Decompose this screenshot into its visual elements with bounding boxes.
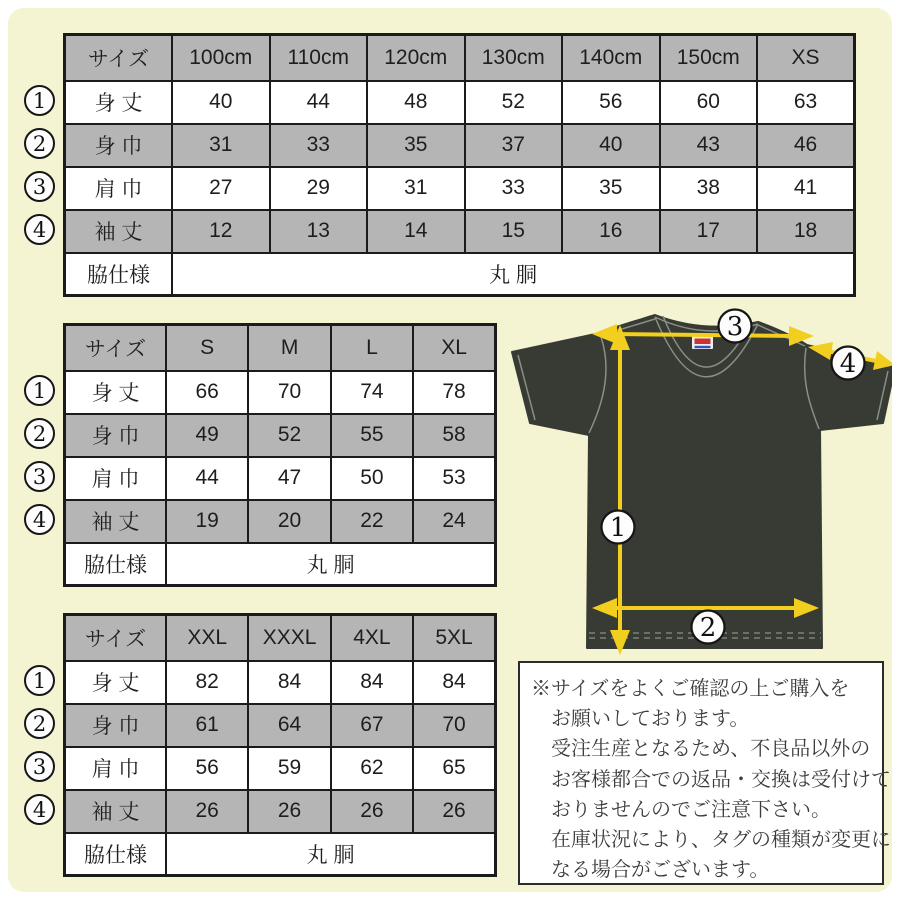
size-value-cell: 38 (660, 167, 758, 210)
size-table-big (63, 613, 497, 877)
size-header-label: サイズ (65, 35, 173, 81)
diagram-marker-1: 1 (609, 513, 627, 543)
size-value-cell: 74 (331, 371, 413, 414)
row-label-cell: 肩 巾 (65, 167, 173, 210)
size-value-cell: 48 (367, 81, 465, 124)
size-value-cell: 41 (757, 167, 855, 210)
size-value-cell: 46 (757, 124, 855, 167)
footer-value-cell: 丸 胴 (166, 833, 496, 876)
row-marker-circle: 3 (24, 171, 55, 202)
notice-line: お客様都合での返品・交換は受付けて (551, 768, 891, 791)
canvas-background (8, 8, 892, 892)
size-value-cell: 59 (248, 747, 330, 790)
column-header-cell: XXXL (248, 615, 330, 661)
footer-label-cell: 脇仕様 (65, 543, 167, 586)
size-value-cell: 82 (166, 661, 248, 704)
footer-label-cell: 脇仕様 (65, 253, 173, 296)
size-value-cell: 26 (248, 790, 330, 833)
size-value-cell: 43 (660, 124, 758, 167)
row-marker-circle: 4 (24, 504, 55, 535)
size-value-cell: 35 (367, 124, 465, 167)
column-header-cell: 140cm (562, 35, 660, 81)
column-header-cell: 110cm (270, 35, 368, 81)
size-value-cell: 24 (413, 500, 495, 543)
row-label-cell: 身 巾 (65, 704, 167, 747)
row-label-cell: 身 巾 (65, 414, 167, 457)
size-value-cell: 35 (562, 167, 660, 210)
row-label-cell: 袖 丈 (65, 210, 173, 253)
column-header-cell: XXL (166, 615, 248, 661)
row-marker-circle: 3 (24, 751, 55, 782)
size-value-cell: 61 (166, 704, 248, 747)
brand-tag (692, 336, 713, 349)
size-value-cell: 84 (331, 661, 413, 704)
tshirt-diagram (505, 303, 892, 665)
size-value-cell: 26 (331, 790, 413, 833)
size-value-cell: 52 (465, 81, 563, 124)
size-value-cell: 37 (465, 124, 563, 167)
size-value-cell: 13 (270, 210, 368, 253)
row-label-cell: 肩 巾 (65, 747, 167, 790)
size-header-label: サイズ (65, 325, 167, 371)
size-value-cell: 29 (270, 167, 368, 210)
size-value-cell: 70 (413, 704, 495, 747)
size-value-cell: 84 (413, 661, 495, 704)
row-marker-circle: 4 (24, 214, 55, 245)
size-value-cell: 84 (248, 661, 330, 704)
size-value-cell: 31 (172, 124, 270, 167)
size-table-kids (63, 33, 856, 297)
column-header-cell: L (331, 325, 413, 371)
column-header-cell: XS (757, 35, 855, 81)
tshirt-svg (505, 303, 892, 665)
column-header-cell: 5XL (413, 615, 495, 661)
size-value-cell: 67 (331, 704, 413, 747)
row-marker-circle: 2 (24, 708, 55, 739)
column-header-cell: 150cm (660, 35, 758, 81)
size-value-cell: 12 (172, 210, 270, 253)
row-label-cell: 肩 巾 (65, 457, 167, 500)
footer-value-cell: 丸 胴 (166, 543, 496, 586)
notice-line: 在庫状況により、タグの種類が変更に (551, 829, 891, 852)
size-value-cell: 55 (331, 414, 413, 457)
size-value-cell: 50 (331, 457, 413, 500)
size-value-cell: 33 (270, 124, 368, 167)
column-header-cell: 4XL (331, 615, 413, 661)
notice-line: おりませんのでご注意下さい。 (551, 798, 831, 821)
size-value-cell: 60 (660, 81, 758, 124)
column-header-cell: 120cm (367, 35, 465, 81)
size-value-cell: 27 (172, 167, 270, 210)
row-marker-circle: 4 (24, 794, 55, 825)
size-value-cell: 62 (331, 747, 413, 790)
size-value-cell: 63 (757, 81, 855, 124)
row-marker-circle: 1 (24, 85, 55, 116)
column-header-cell: 100cm (172, 35, 270, 81)
size-value-cell: 49 (166, 414, 248, 457)
size-value-cell: 17 (660, 210, 758, 253)
row-marker-circle: 1 (24, 375, 55, 406)
row-marker-circle: 3 (24, 461, 55, 492)
arrow-shoulder-width (609, 334, 797, 336)
size-value-cell: 53 (413, 457, 495, 500)
row-marker-circle: 2 (24, 418, 55, 449)
footer-label-cell: 脇仕様 (65, 833, 167, 876)
row-marker-circle: 2 (24, 128, 55, 159)
size-value-cell: 65 (413, 747, 495, 790)
size-value-cell: 70 (248, 371, 330, 414)
size-table-adult (63, 323, 497, 587)
size-value-cell: 22 (331, 500, 413, 543)
row-label-cell: 袖 丈 (65, 790, 167, 833)
row-marker-circle: 1 (24, 665, 55, 696)
notice-line: 受注生産となるため、不良品以外の (551, 738, 871, 761)
column-header-cell: S (166, 325, 248, 371)
notice-line: ※サイズをよくご確認の上ご購入を (531, 678, 850, 700)
size-value-cell: 20 (248, 500, 330, 543)
column-header-cell: XL (413, 325, 495, 371)
diagram-marker-3: 3 (726, 312, 744, 342)
size-value-cell: 40 (562, 124, 660, 167)
column-header-cell: M (248, 325, 330, 371)
size-value-cell: 44 (166, 457, 248, 500)
row-label-cell: 身 丈 (65, 371, 167, 414)
size-value-cell: 19 (166, 500, 248, 543)
size-value-cell: 16 (562, 210, 660, 253)
size-value-cell: 58 (413, 414, 495, 457)
size-header-label: サイズ (65, 615, 167, 661)
size-value-cell: 40 (172, 81, 270, 124)
size-value-cell: 56 (166, 747, 248, 790)
footer-value-cell: 丸 胴 (172, 253, 855, 296)
row-label-cell: 袖 丈 (65, 500, 167, 543)
row-label-cell: 身 巾 (65, 124, 173, 167)
size-value-cell: 56 (562, 81, 660, 124)
size-value-cell: 44 (270, 81, 368, 124)
diagram-marker-4: 4 (839, 349, 857, 379)
size-value-cell: 26 (166, 790, 248, 833)
notice-line: なる場合がございます。 (551, 859, 770, 882)
size-value-cell: 15 (465, 210, 563, 253)
size-value-cell: 78 (413, 371, 495, 414)
diagram-marker-2: 2 (699, 613, 717, 643)
notice-line: お願いしております。 (551, 708, 750, 731)
size-value-cell: 26 (413, 790, 495, 833)
size-value-cell: 66 (166, 371, 248, 414)
size-value-cell: 18 (757, 210, 855, 253)
row-label-cell: 身 丈 (65, 81, 173, 124)
size-value-cell: 14 (367, 210, 465, 253)
size-value-cell: 64 (248, 704, 330, 747)
size-value-cell: 31 (367, 167, 465, 210)
size-value-cell: 33 (465, 167, 563, 210)
column-header-cell: 130cm (465, 35, 563, 81)
row-label-cell: 身 丈 (65, 661, 167, 704)
size-value-cell: 52 (248, 414, 330, 457)
notice-box (518, 661, 891, 885)
size-value-cell: 47 (248, 457, 330, 500)
